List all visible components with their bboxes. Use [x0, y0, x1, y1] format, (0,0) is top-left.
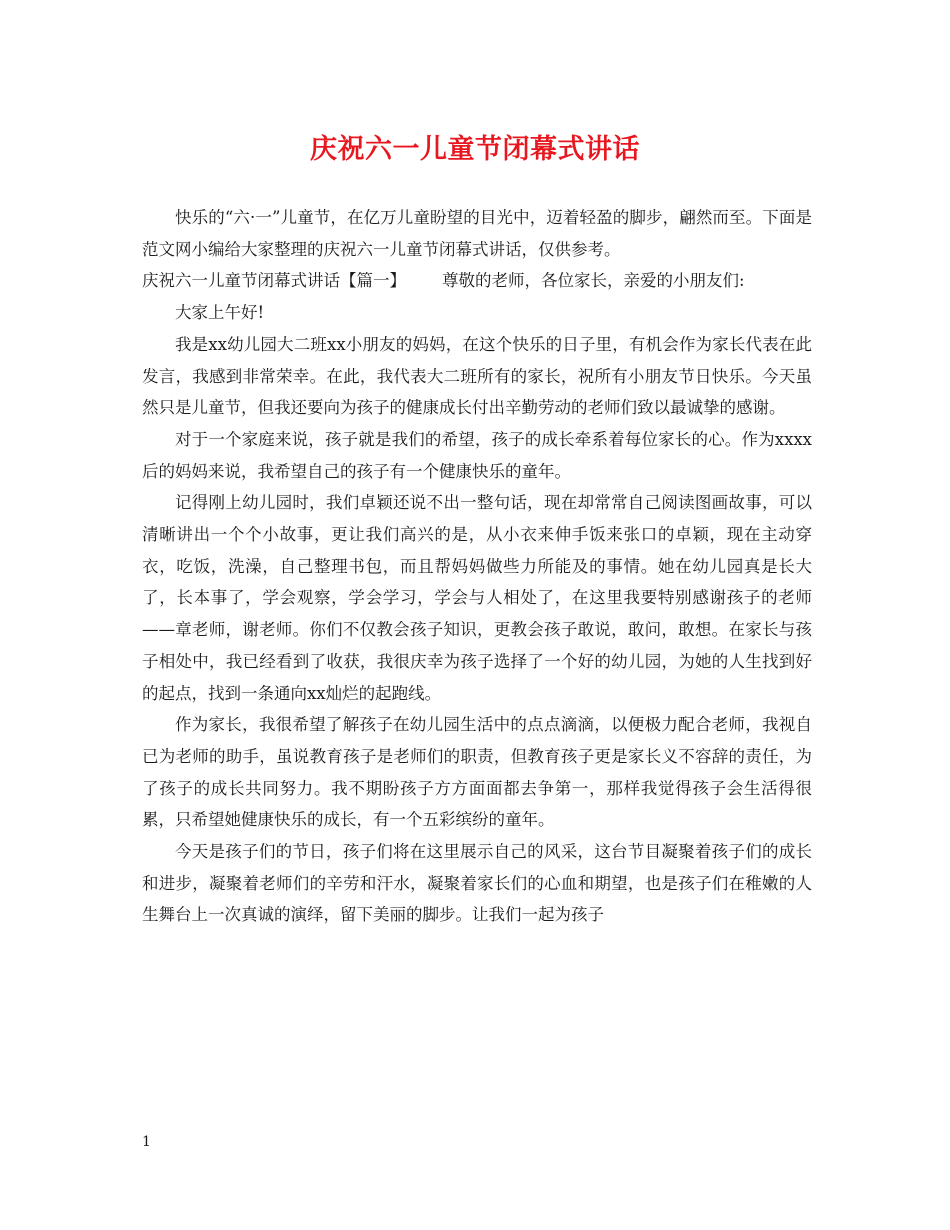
body-paragraph: 记得刚上幼儿园时，我们卓颖还说不出一整句话，现在却常常自己阅读图画故事，可以清晰讲出一个个小故事，更让我们高兴的是，从小衣来伸手饭来张口的卓颖，现在主动穿衣，吃饭，洗澡，自己整理书包，而且帮妈妈做些力所能及的事情。她在幼儿园真是长大了，长本事了，学会观察，学会学习，学会与人相处了，在这里我要特别感谢孩子的老师——章老师，谢老师。你们不仅教会孩子知识，更教会孩子敢说，敢问，敢想。在家长与孩子相处中，我已经看到了收获，我很庆幸为孩子选择了一个好的幼儿园，为她的人生找到好的起点，找到一条通向xx灿烂的起跑线。 — [142, 493, 812, 703]
body-paragraph: 作为家长，我很希望了解孩子在幼儿园生活中的点点滴滴，以便极力配合老师，我视自已为老师的助手，虽说教育孩子是老师们的职责，但教育孩子更是家长义不容辞的责任，为了孩子的成长共同努力。我不期盼孩子方方面面都去争第一，那样我觉得孩子会生活得很累，只希望她健康快乐的成长，有一个五彩缤纷的童年。 — [142, 715, 812, 830]
section-heading-line — [142, 265, 812, 297]
page-number: 1 — [142, 1134, 151, 1150]
document-title: 庆祝六一儿童节闭幕式讲话 — [310, 134, 640, 165]
intro-paragraph: 快乐的“六·一”儿童节，在亿万儿童盼望的目光中，迈着轻盈的脚步，翩然而至。下面是范文网小编给大家整理的庆祝六一儿童节闭幕式讲话，仅供参考。 — [142, 208, 812, 259]
document-body — [142, 202, 812, 931]
body-paragraph: 我是xx幼儿园大二班xx小朋友的妈妈，在这个快乐的日子里，有机会作为家长代表在此发言，我感到非常荣幸。在此，我代表大二班所有的家长，祝所有小朋友节日快乐。今天虽然只是儿童节，但我还要向为孩子的健康成长付出辛勤劳动的老师们致以最诚挚的感谢。 — [142, 334, 812, 418]
body-paragraph: 今天是孩子们的节日，孩子们将在这里展示自己的风采，这台节目凝聚着孩子们的成长和进步，凝聚着老师们的辛劳和汗水，凝聚着家长们的心血和期望，也是孩子们在稚嫩的人生舞台上一次真诚的演绎，留下美丽的脚步。让我们一起为孩子 — [142, 842, 812, 925]
greeting: 大家上午好! — [175, 303, 265, 323]
salutation: 尊敬的老师，各位家长，亲爱的小朋友们: — [442, 271, 745, 291]
body-paragraph: 对于一个家庭来说，孩子就是我们的希望，孩子的成长牵系着每位家长的心。作为xxxx后的妈妈来说，我希望自己的孩子有一个健康快乐的童年。 — [142, 429, 812, 481]
section-heading: 庆祝六一儿童节闭幕式讲话【篇一】 — [142, 271, 406, 291]
